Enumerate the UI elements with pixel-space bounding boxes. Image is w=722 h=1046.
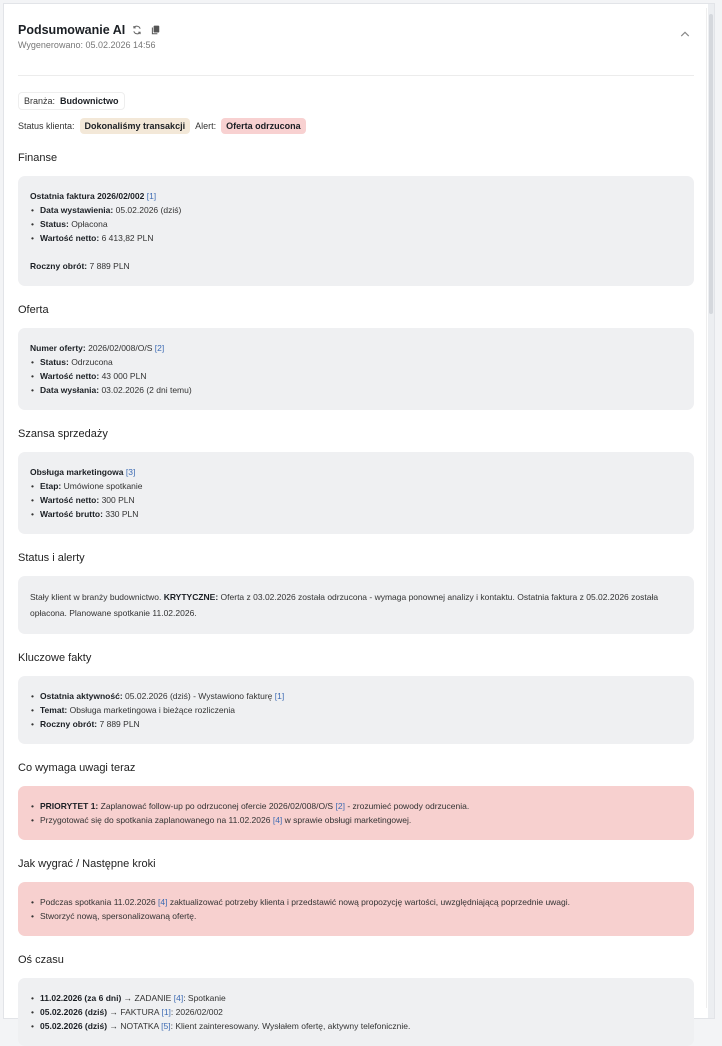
list-item [30,369,682,383]
offer-number-label: Numer oferty: [30,343,86,353]
card-title: Podsumowanie AI [18,23,126,37]
invoice-heading: Ostatnia faktura 2026/02/002 [30,191,145,201]
item-text: Stworzyć nową, spersonalizowaną ofertę. [40,911,197,921]
alert-label: Alert: [195,121,217,131]
item-label: Ostatnia aktywność: [40,691,123,701]
list-item [30,909,682,923]
item-value: 05.02.2026 (dziś) [115,205,182,215]
reference-link[interactable]: [3] [125,467,136,477]
panel-frame [3,3,715,1031]
generated-timestamp: Wygenerowano: 05.02.2026 14:56 [18,40,156,50]
status-text: Oferta z 03.02.2026 została odrzucona - wymaga ponownej analizy i kontaktu. Ostatnia faktura z 05.02.2026 została opłacona. Planowane spotkanie 11.02.2026. [30,592,659,618]
list-item [30,355,682,369]
annual-turnover-label: Roczny obrót: [30,261,88,271]
section-title-offer: Oferta [18,304,49,316]
list-item [30,813,682,827]
opportunity-heading: Obsługa marketingowa [30,467,124,477]
section-title-opportunity: Szansa sprzedaży [18,428,108,440]
item-value: 330 PLN [105,509,139,519]
list-item [30,479,682,493]
alert-badge: Oferta odrzucona [221,118,306,134]
item-text: - zrozumieć powody odrzucenia. [347,801,470,811]
item-label: Status: [40,357,69,367]
item-text: Podczas spotkania 11.02.2026 [40,897,156,907]
client-status-label: Status klienta: [18,121,75,131]
list-item [30,203,682,217]
status-alerts-box [18,576,694,634]
section-title-next-steps: Jak wygrać / Następne kroki [18,858,156,870]
item-label: Etap: [40,481,62,491]
item-text: zaktualizować potrzeby klienta i przedstawić nową propozycję wartości, uwzględniającą poprzednie uwagi. [169,897,571,907]
item-label: Status: [40,219,69,229]
item-label: Data wysłania: [40,385,100,395]
copy-icon[interactable] [149,24,161,36]
timeline-date: 05.02.2026 (dziś) [40,1021,108,1031]
item-text: Przygotować się do spotkania zaplanowanego na 11.02.2026 [40,815,271,825]
section-title-finance: Finanse [18,152,58,164]
timeline-item [30,991,682,1005]
section-title-timeline: Oś czasu [18,954,64,966]
item-value: 05.02.2026 (dziś) - Wystawiono fakturę [125,691,273,701]
key-facts-box [18,676,694,744]
client-meta [6,76,706,134]
scrollbar-thumb[interactable] [709,14,713,314]
item-value: 03.02.2026 (2 dni temu) [101,385,192,395]
item-value: Umówione spotkanie [63,481,143,491]
item-label: Wartość netto: [40,233,100,243]
chevron-up-icon[interactable] [680,25,692,35]
annual-turnover-value: 7 889 PLN [89,261,130,271]
reference-link[interactable]: [4] [158,897,168,907]
item-value: Obsługa marketingowa i bieżące rozliczenia [69,705,235,715]
list-item [30,493,682,507]
list-item [30,717,682,731]
next-steps-box [18,882,694,936]
timeline-text: : Klient zainteresowany. Wysłałem ofertę, aktywny telefonicznie. [170,1021,411,1031]
reference-link[interactable]: [5] [161,1021,171,1031]
timeline-item [30,1019,682,1033]
item-label: Roczny obrót: [40,719,98,729]
offer-number-value: 2026/02/008/O/S [88,343,153,353]
offer-box [18,328,694,410]
section-title-attention: Co wymaga uwagi teraz [18,762,136,774]
item-value: 43 000 PLN [101,371,147,381]
industry-label: Branża: [24,96,56,106]
section-title-status-alerts: Status i alerty [18,552,85,564]
item-text: w sprawie obsługi marketingowej. [284,815,412,825]
item-label: Data wystawienia: [40,205,114,215]
timeline-text: : Spotkanie [183,993,226,1003]
list-item [30,895,682,909]
timeline-date: 05.02.2026 (dziś) [40,1007,108,1017]
timeline-type: → FAKTURA [109,1007,160,1017]
item-label: Temat: [40,705,68,715]
industry-value: Budownictwo [60,96,119,106]
list-item [30,383,682,397]
reference-link[interactable]: [1] [146,191,157,201]
scrollbar[interactable] [708,4,714,1018]
reference-link[interactable]: [4] [173,993,184,1003]
timeline-type: → ZADANIE [123,993,172,1003]
list-item [30,689,682,703]
section-title-key-facts: Kluczowe fakty [18,652,92,664]
list-item [30,799,682,813]
item-text: Zaplanować follow-up po odrzuconej ofercie 2026/02/008/O/S [100,801,334,811]
priority-label: PRIORYTET 1: [40,801,99,811]
item-value: 7 889 PLN [99,719,140,729]
opportunity-box [18,452,694,534]
reference-link[interactable]: [2] [154,343,165,353]
reference-link[interactable]: [2] [335,801,345,811]
item-value: Opłacona [71,219,108,229]
timeline-date: 11.02.2026 (za 6 dni) [40,993,122,1003]
item-label: Wartość brutto: [40,509,103,519]
timeline-item [30,1005,682,1019]
item-label: Wartość netto: [40,371,100,381]
list-item [30,217,682,231]
critical-label: KRYTYCZNE: [163,592,219,602]
ai-summary-card [6,8,707,1031]
industry-chip [18,92,125,110]
reference-link[interactable]: [1] [161,1007,171,1017]
reference-link[interactable]: [4] [272,815,283,825]
client-status-badge: Dokonaliśmy transakcji [80,118,191,134]
status-text: Stały klient w branży budownictwo. [30,592,164,602]
refresh-icon[interactable] [131,24,143,36]
item-value: Odrzucona [71,357,113,367]
timeline-box [18,978,694,1046]
attention-box [18,786,694,840]
list-item [30,507,682,521]
finance-box [18,176,694,286]
timeline-type: → NOTATKA [109,1021,159,1031]
reference-link[interactable]: [1] [274,691,285,701]
item-value: 6 413,82 PLN [101,233,154,243]
item-label: Wartość netto: [40,495,100,505]
item-value: 300 PLN [101,495,135,505]
timeline-text: : 2026/02/002 [170,1007,223,1017]
list-item [30,231,682,245]
list-item [30,703,682,717]
card-header [6,8,706,63]
